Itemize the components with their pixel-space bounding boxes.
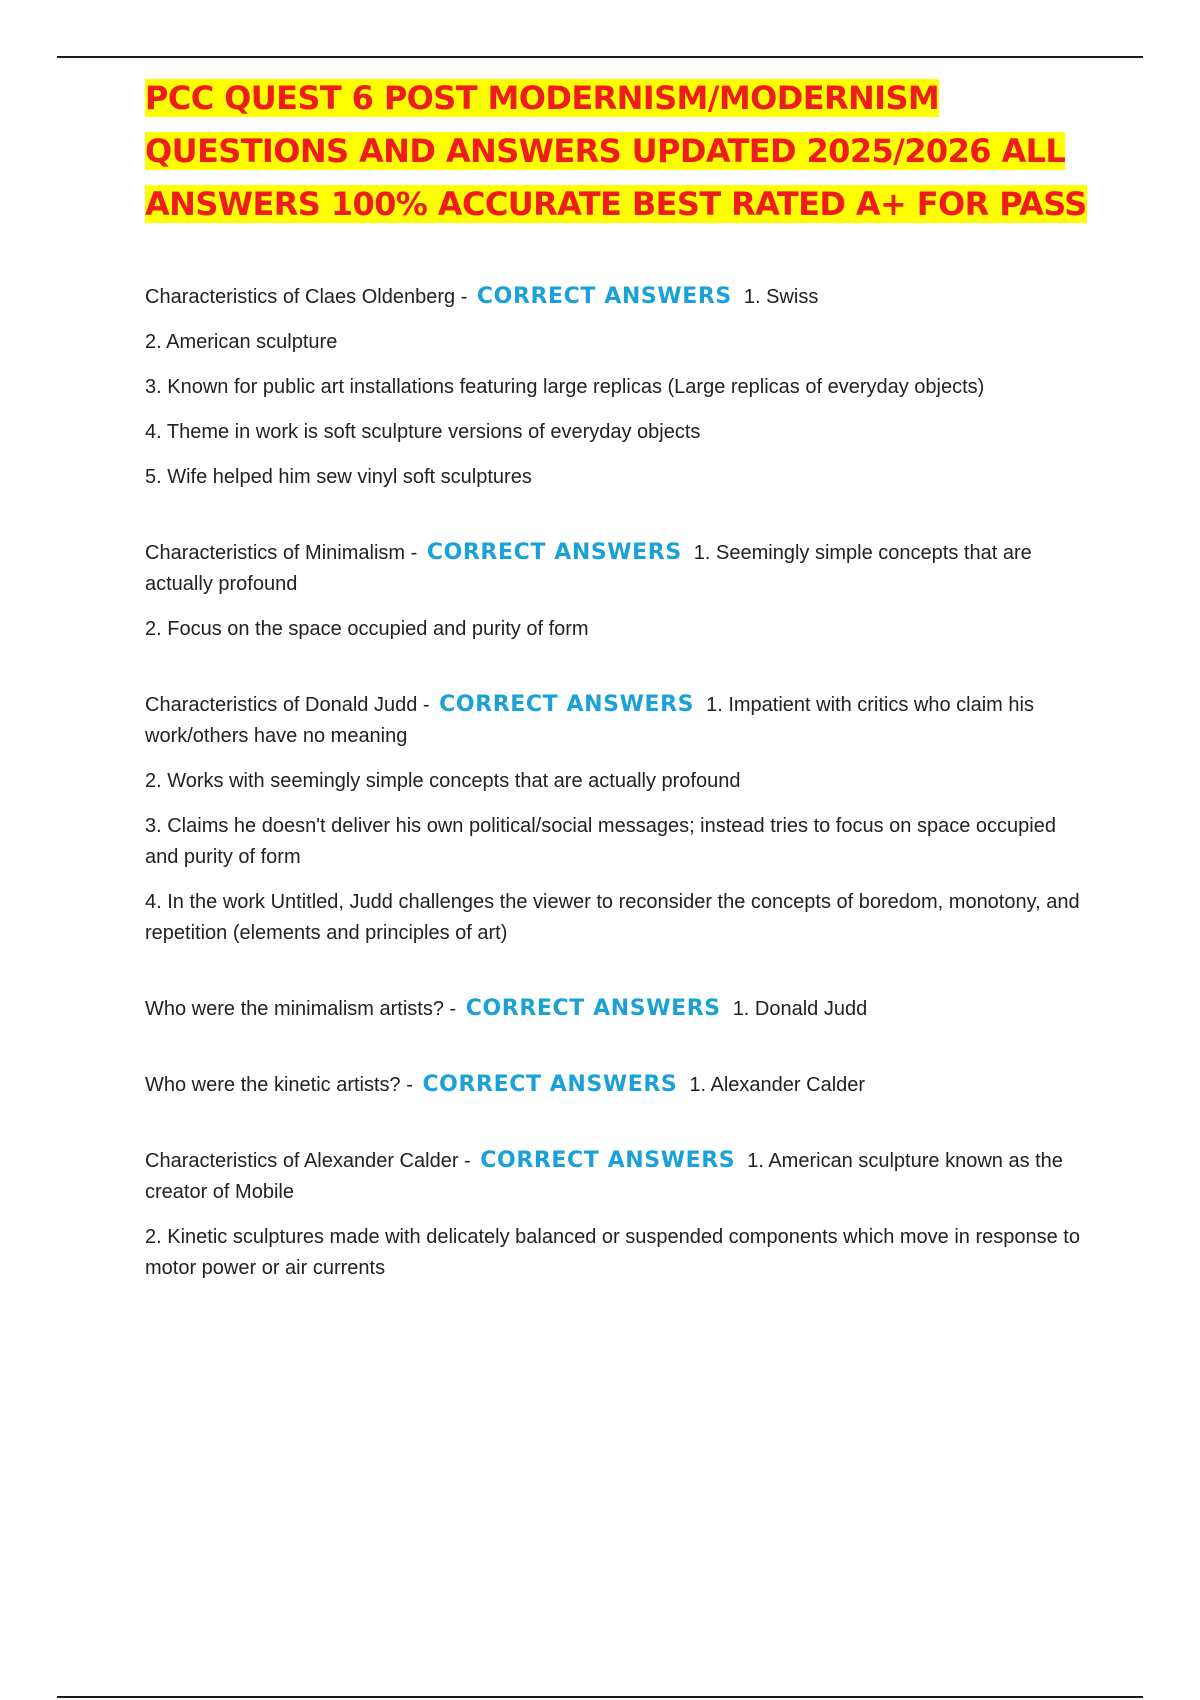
separator: - xyxy=(458,1150,471,1172)
document-title xyxy=(145,72,1090,231)
correct-answers-label: CORRECT ANSWERS xyxy=(439,692,695,717)
correct-answers-label: CORRECT ANSWERS xyxy=(465,996,721,1021)
separator: - xyxy=(405,542,418,564)
qa-item xyxy=(145,537,1090,645)
question-text: Who were the kinetic artists? xyxy=(145,1074,401,1096)
separator: - xyxy=(417,694,430,716)
qa-item xyxy=(145,1145,1090,1284)
qa-item xyxy=(145,689,1090,949)
correct-answers-label: CORRECT ANSWERS xyxy=(426,540,682,565)
answer-text: 1. Impatient with critics who claim his work/others have no meaning xyxy=(145,694,1034,747)
question-line xyxy=(145,1145,1090,1208)
answer-text: 1. Alexander Calder xyxy=(689,1074,866,1096)
question-text: Characteristics of Alexander Calder xyxy=(145,1150,459,1172)
answer-line: 5. Wife helped him sew vinyl soft sculptures xyxy=(145,466,532,488)
question-line xyxy=(145,281,1090,313)
answer-text: 1. Swiss xyxy=(743,286,819,308)
separator: - xyxy=(400,1074,413,1096)
bottom-rule xyxy=(57,1696,1143,1698)
question-line xyxy=(145,689,1090,752)
answer-line: 3. Claims he doesn't deliver his own political/social messages; instead tries to focus on space occupied and purity of form xyxy=(145,815,1056,868)
answer-line: 2. Works with seemingly simple concepts that are actually profound xyxy=(145,770,741,792)
document-body xyxy=(145,72,1090,1328)
question-text: Who were the minimalism artists? xyxy=(145,998,444,1020)
question-line xyxy=(145,1069,1090,1101)
question-text: Characteristics of Claes Oldenberg xyxy=(145,286,456,308)
answer-line: 2. Kinetic sculptures made with delicately balanced or suspended components which move in response to motor power or air currents xyxy=(145,1226,1080,1279)
question-text: Characteristics of Minimalism xyxy=(145,542,406,564)
answer-text: 1. Donald Judd xyxy=(732,998,868,1020)
question-line xyxy=(145,537,1090,600)
top-rule xyxy=(57,56,1143,58)
correct-answers-label: CORRECT ANSWERS xyxy=(476,284,732,309)
qa-item xyxy=(145,1069,1090,1101)
document-title-text: PCC QUEST 6 POST MODERNISM/MODERNISM QUESTIONS AND ANSWERS UPDATED 2025/2026 ALL ANSWERS 100% ACCURATE BEST RATED A+ FOR PASS xyxy=(145,79,1087,223)
answer-line: 2. American sculpture xyxy=(145,331,338,353)
question-line xyxy=(145,993,1090,1025)
answer-text: 1. Seemingly simple concepts that are actually profound xyxy=(145,542,1032,595)
answer-line: 4. In the work Untitled, Judd challenges the viewer to reconsider the concepts of boredom, monotony, and repetition (elements and principles of art) xyxy=(145,891,1080,944)
separator: - xyxy=(455,286,468,308)
answer-text: 1. American sculpture known as the creator of Mobile xyxy=(145,1150,1063,1203)
question-text: Characteristics of Donald Judd xyxy=(145,694,418,716)
answer-line: 2. Focus on the space occupied and purity of form xyxy=(145,618,589,640)
qa-item xyxy=(145,993,1090,1025)
separator: - xyxy=(443,998,457,1020)
answer-line: 4. Theme in work is soft sculpture versions of everyday objects xyxy=(145,421,701,443)
correct-answers-label: CORRECT ANSWERS xyxy=(480,1148,736,1173)
correct-answers-label: CORRECT ANSWERS xyxy=(422,1072,678,1097)
answer-line: 3. Known for public art installations featuring large replicas (Large replicas of everyday objects) xyxy=(145,376,985,398)
qa-item xyxy=(145,281,1090,493)
